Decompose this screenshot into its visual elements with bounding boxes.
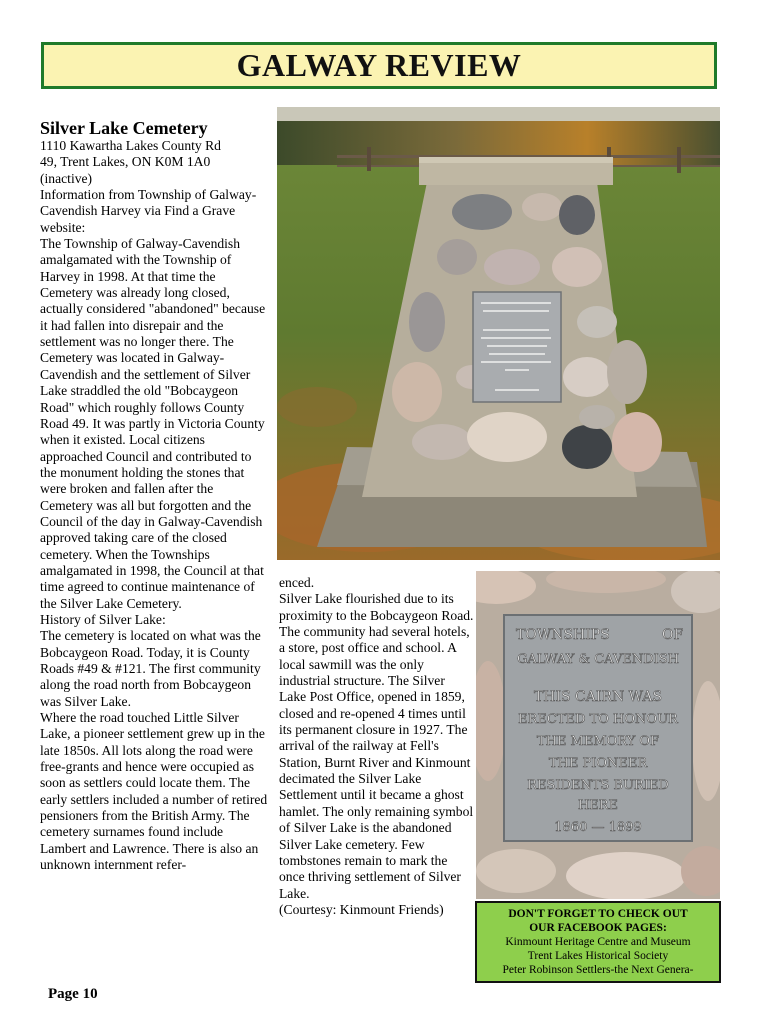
plaque-line-townships: TOWNSHIPS: [516, 627, 610, 643]
plaque-line-erected: ERECTED TO HONOUR: [518, 712, 678, 727]
page-number: Page 10: [48, 986, 98, 1002]
cemetery-status: (inactive): [40, 170, 93, 186]
courtesy-credit: (Courtesy: Kinmount Friends): [279, 901, 444, 917]
plaque-line-residents: RESIDENTS BURIED: [527, 778, 669, 793]
newsletter-banner: [41, 42, 717, 89]
facebook-callout: [475, 901, 721, 983]
facebook-heading-1: DON'T FORGET TO CHECK OUT: [508, 908, 688, 920]
article-title: Silver Lake Cemetery: [40, 118, 208, 138]
facebook-page-peter-robinson: Peter Robinson Settlers-the Next Genera-: [502, 964, 694, 976]
paragraph-settlement: Where the road touched Little Silver Lake, a pioneer settlement grew up in the late 1850s. All lots along the road were free-grants and hence were occupied as soon as settlers could locate them. The early settlers included a number of retired pensioners from the British Army. The cemetery surnames found include Lambert and Lawrence. There is also an unknown internment refer-: [40, 710, 268, 873]
paragraph-amalgamation: The Township of Galway-Cavendish amalgamated with the Township of Harvey in 1998. At that time the Cemetery was already long closed, actually considered "abandoned" because it had fallen into disrepair and the settlement was no longer there. The Cemetery was located in Galway-Cavendish and the settlement of Silver Lake straddled the old "Bobcaygeon Road" which roughly follows County Road 49. It was partly in Victoria County when it existed. Local citizens approached Council and contributed to the monument holding the stones that were broken and fallen after the Cemetery was all but forgotten and the Council of the day in Galway-Cavendish approved taking care of the closed cemetery. When the Townships amalgamated in 1998, the Council at that time agreed to continue maintenance of the Silver Lake Cemetery.: [40, 236, 266, 611]
address-line-1: 1110 Kawartha Lakes County Rd: [40, 138, 221, 153]
plaque-line-of: OF: [662, 627, 684, 643]
paragraph-location: The cemetery is located on what was the Bobcaygeon Road. Today, it is County Roads #49 & #121. The first community along the road north from Bobcaygeon was Silver Lake.: [40, 628, 261, 709]
facebook-heading-2: OUR FACEBOOK PAGES:: [529, 922, 667, 934]
plaque-photo-image: [476, 571, 720, 899]
plaque-line-cairn: THIS CAIRN WAS: [533, 689, 663, 705]
plaque-line-pioneer: THE PIONEER: [548, 756, 648, 771]
plaque-photo: [476, 571, 720, 899]
plaque-line-here: HERE: [577, 798, 619, 813]
facebook-page-kinmount: Kinmount Heritage Centre and Museum: [505, 936, 691, 948]
history-heading: History of Silver Lake:: [40, 611, 166, 627]
address-line-2: 49, Trent Lakes, ON K0M 1A0: [40, 154, 211, 170]
facebook-page-trent-lakes: Trent Lakes Historical Society: [527, 950, 669, 962]
paragraph-settlement-continued: enced.: [279, 575, 315, 590]
cairn-photo-image: [277, 107, 720, 560]
article-left-column: [40, 118, 268, 873]
paragraph-flourished: Silver Lake flourished due to its proximity to the Bobcaygeon Road. The community had several hotels, a store, post office and school. A local sawmill was the only industrial structure. The Silver Lake Post Office, opened in 1859, closed and re-opened 4 times until its permanent closure in 1927. The arrival of the railway at Fell's Station, Burnt River and Kinmount decimated the Silver Lake Settlement until it became a ghost hamlet. The only remaining symbol of Silver Lake is the abandoned Silver Lake cemetery. Few tombstones remain to mark the once thriving settlement of Silver Lake.: [279, 591, 474, 901]
article-middle-column: [279, 575, 475, 918]
plaque-line-galway: GALWAY & CAVENDISH: [516, 652, 680, 667]
newsletter-title: GALWAY REVIEW: [236, 47, 522, 83]
plaque-line-memory: THE MEMORY OF: [536, 734, 660, 749]
plaque-line-dates: 1860 — 1899: [554, 820, 642, 835]
cairn-photo: [277, 107, 720, 560]
source-note: Information from Township of Galway-Cavendish Harvey via Find a Grave website:: [40, 187, 257, 235]
